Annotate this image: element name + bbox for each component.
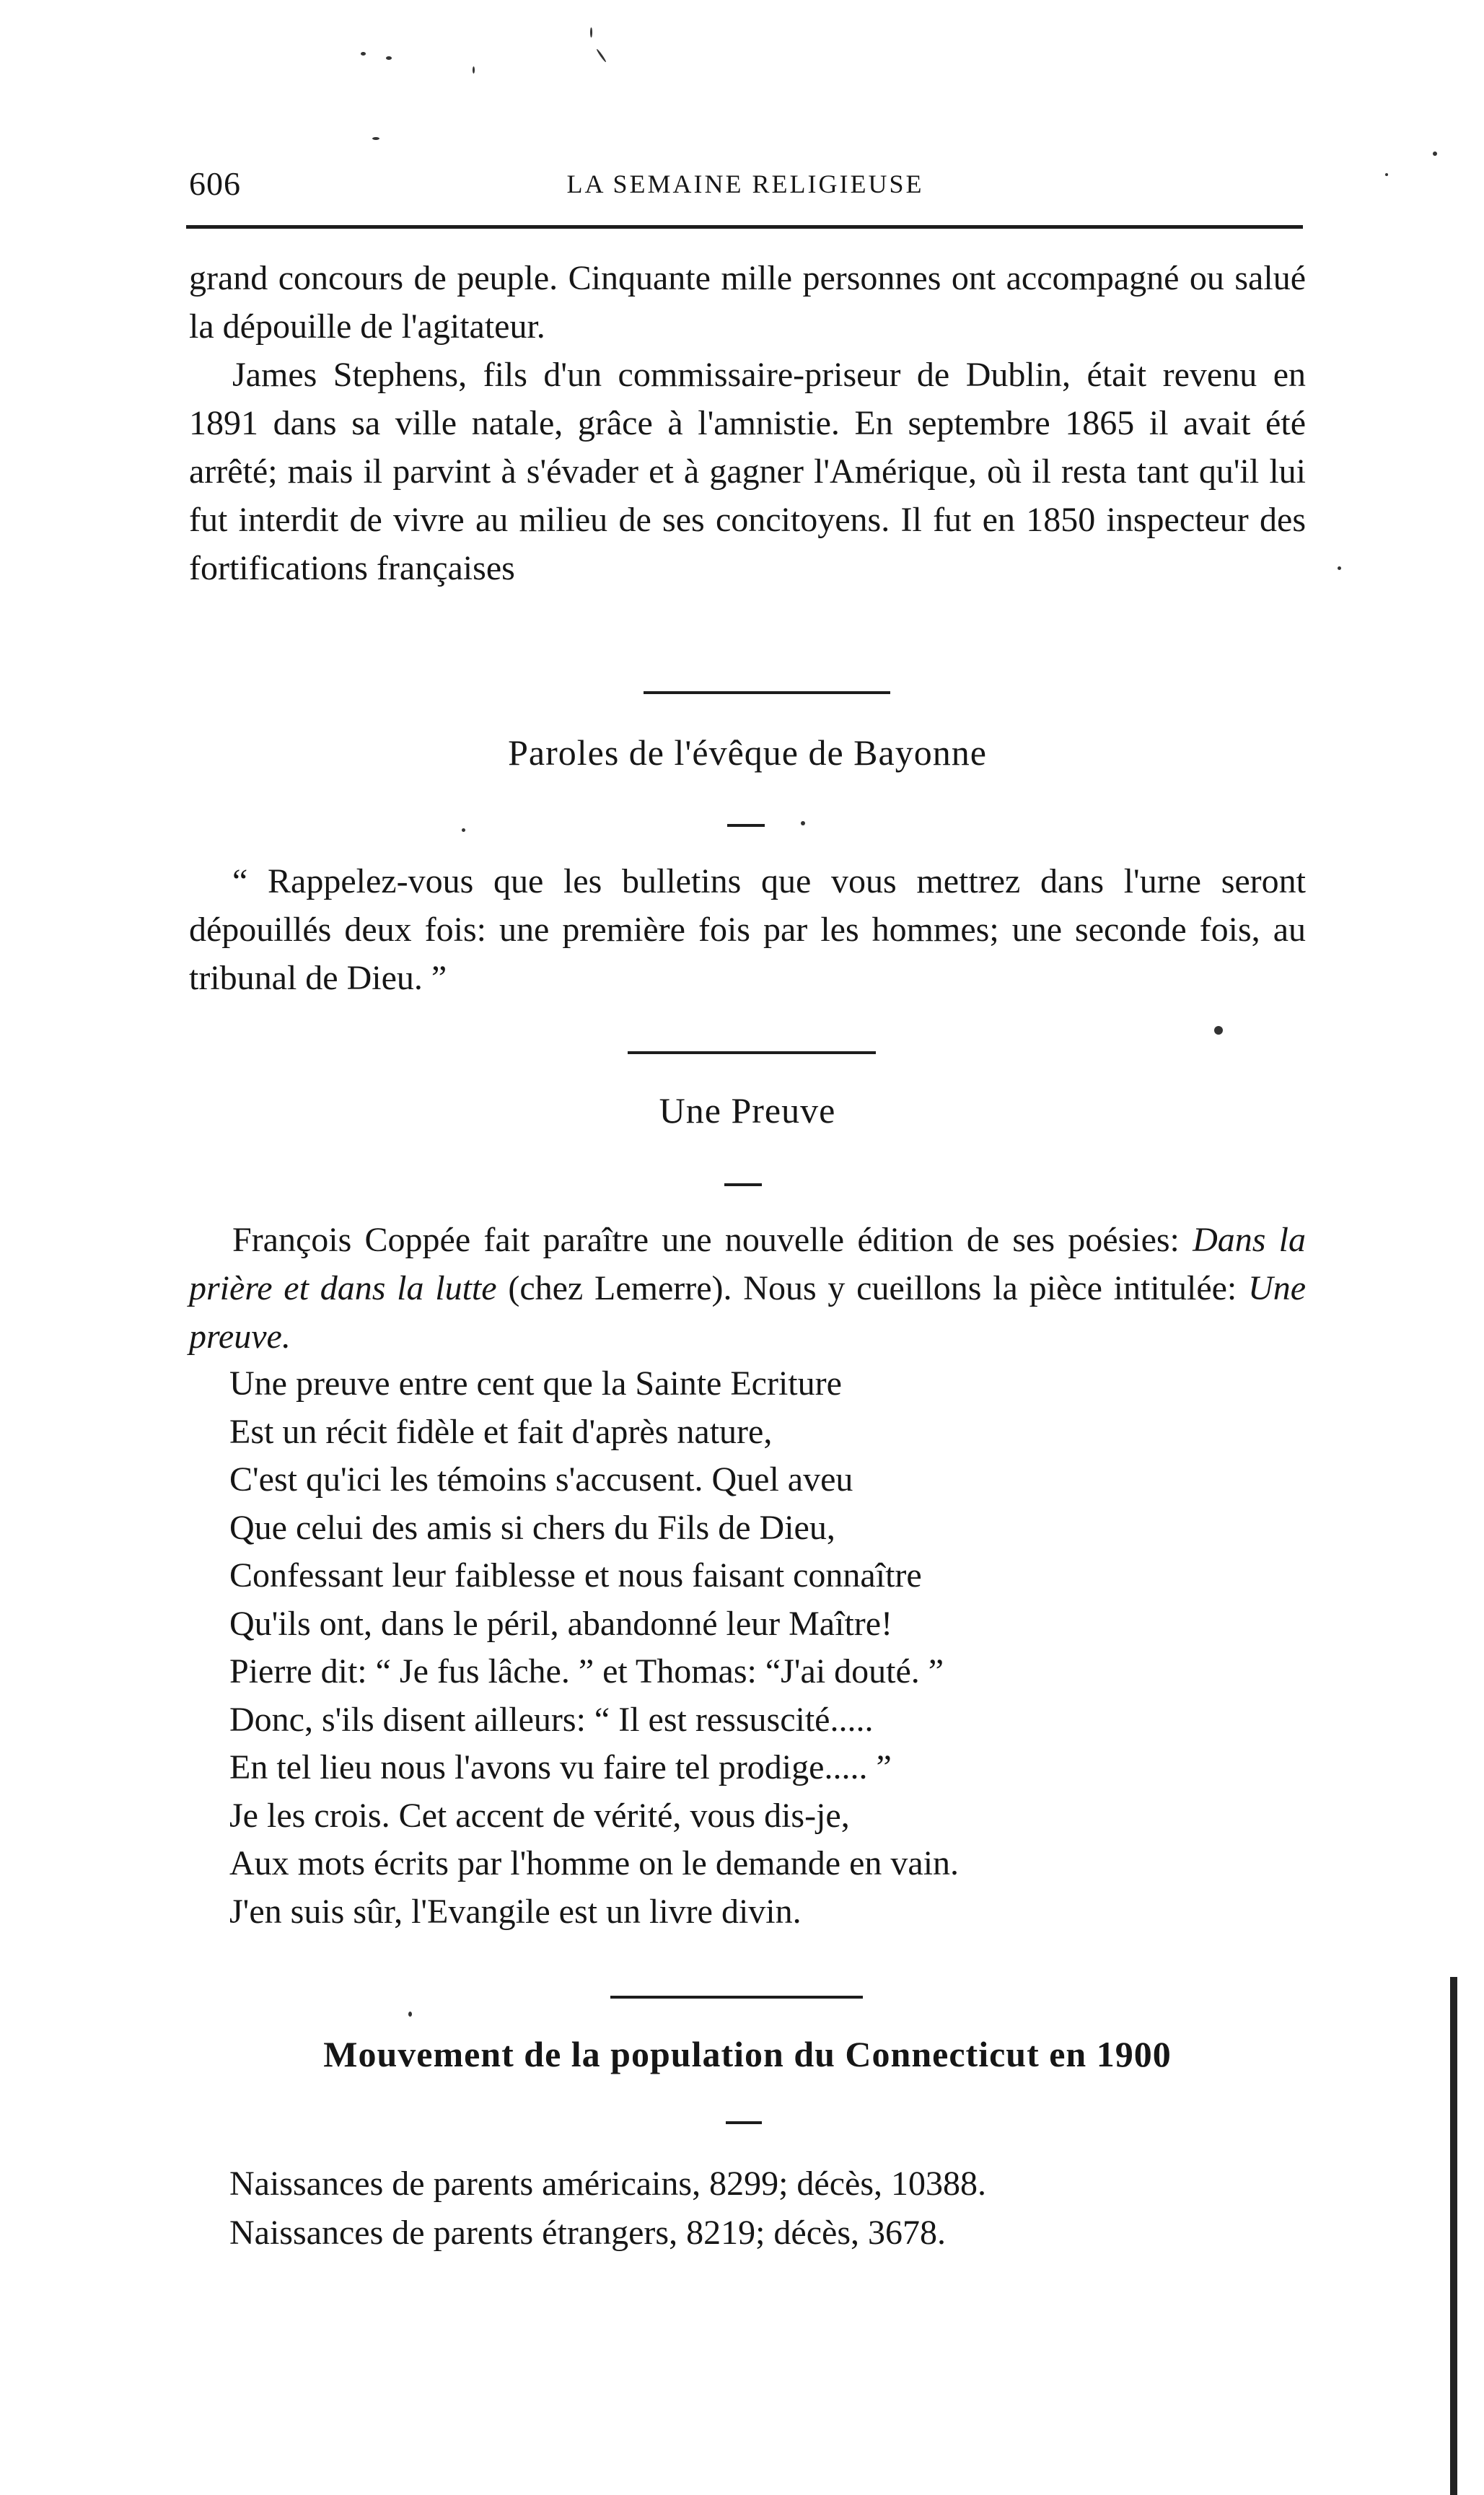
scan-speck	[1385, 173, 1388, 176]
stats-line-foreign: Naissances de parents étrangers, 8219; décès, 3678.	[229, 2214, 946, 2252]
poem-line: C'est qu'ici les témoins s'accusent. Quel aveu	[229, 1460, 853, 1499]
scan-speck	[386, 56, 392, 60]
poem-line: Aux mots écrits par l'homme on le demande en vain.	[229, 1844, 960, 1882]
poem-line: Qu'ils ont, dans le péril, abandonné leur Maître!	[229, 1604, 893, 1643]
running-title: LA SEMAINE RELIGIEUSE	[566, 170, 924, 198]
poem-line: Donc, s'ils disent ailleurs: “ Il est ressuscité.....	[229, 1700, 874, 1739]
section-dash	[724, 1183, 762, 1186]
piece-title: Une preuve.	[189, 1269, 1306, 1356]
section-separator	[628, 1051, 876, 1054]
scan-speck	[361, 52, 366, 56]
poem-line: Je les crois. Cet accent de vérité, vous dis-je,	[229, 1796, 850, 1835]
bayonne-quote	[189, 857, 1306, 1002]
section-dash	[726, 2121, 762, 2124]
page-number: 606	[189, 165, 241, 202]
poem-line: Est un récit fidèle et fait d'après nature,	[229, 1412, 773, 1451]
section-title-preuve: Une Preuve	[659, 1090, 836, 1131]
intro-paragraph-1: grand concours de peuple. Cinquante mille personnes ont accompagné ou salué la dépouille de l'agitateur.	[189, 259, 1306, 346]
scan-speck	[1433, 152, 1437, 156]
preuve-intro-part1: François Coppée fait paraître une nouvelle édition de ses poésies:	[232, 1221, 1193, 1259]
intro-paragraph-2: James Stephens, fils d'un commissaire-priseur de Dublin, était revenu en 1891 dans sa ville natale, grâce à l'amnistie. En septembre 1865 il avait été arrêté; mais il parvint à s'évader et à gagner l'Amérique, où il resta tant qu'il lui fut interdit de vivre au milieu de ses concitoyens. Il fut en 1850 inspecteur des fortifications françaises	[189, 356, 1306, 587]
page-edge-shadow	[1450, 1977, 1457, 2495]
scan-speck	[462, 828, 465, 832]
scan-speck	[596, 48, 607, 63]
scan-speck	[590, 27, 592, 38]
poem-line: Pierre dit: “ Je fus lâche. ” et Thomas: “J'ai douté. ”	[229, 1652, 944, 1691]
poem-line: En tel lieu nous l'avons vu faire tel prodige..... ”	[229, 1748, 892, 1786]
book-title: Dans la prière et dans la lutte	[189, 1221, 1307, 1307]
poem-line: Une preuve entre cent que la Sainte Ecriture	[229, 1364, 842, 1403]
population-stats	[229, 2159, 1297, 2258]
preuve-intro-text	[189, 1216, 1306, 1361]
poem-line: Que celui des amis si chers du Fils de Dieu,	[229, 1508, 835, 1547]
section-title-bayonne: Paroles de l'évêque de Bayonne	[508, 732, 987, 773]
poem	[229, 1360, 1276, 1936]
intro-text	[189, 254, 1306, 592]
poem-line: J'en suis sûr, l'Evangile est un livre divin.	[229, 1892, 802, 1931]
scan-speck	[801, 821, 805, 825]
poem-line: Confessant leur faiblesse et nous faisant connaître	[229, 1556, 922, 1595]
bayonne-quote-text: “ Rappelez-vous que les bulletins que vous mettrez dans l'urne seront dépouillés deux fois: une première fois par les hommes; une seconde fois, au tribunal de Dieu. ”	[189, 862, 1306, 997]
scan-speck	[473, 66, 475, 74]
stats-line-american: Naissances de parents américains, 8299; décès, 10388.	[229, 2165, 986, 2203]
section-title-connecticut: Mouvement de la population du Connecticut en 1900	[323, 2034, 1172, 2074]
page-header	[189, 165, 1301, 208]
scan-speck	[408, 2012, 412, 2017]
header-rule	[186, 225, 1303, 229]
scan-speck	[372, 137, 379, 140]
section-separator	[644, 691, 890, 694]
preuve-intro	[189, 1216, 1306, 1361]
section-separator	[610, 1996, 863, 1999]
scan-speck	[1214, 1026, 1223, 1035]
section-dash	[727, 824, 765, 827]
scan-speck	[1338, 566, 1341, 570]
preuve-intro-part2: (chez Lemerre). Nous y cueillons la pièce intitulée:	[496, 1269, 1249, 1307]
